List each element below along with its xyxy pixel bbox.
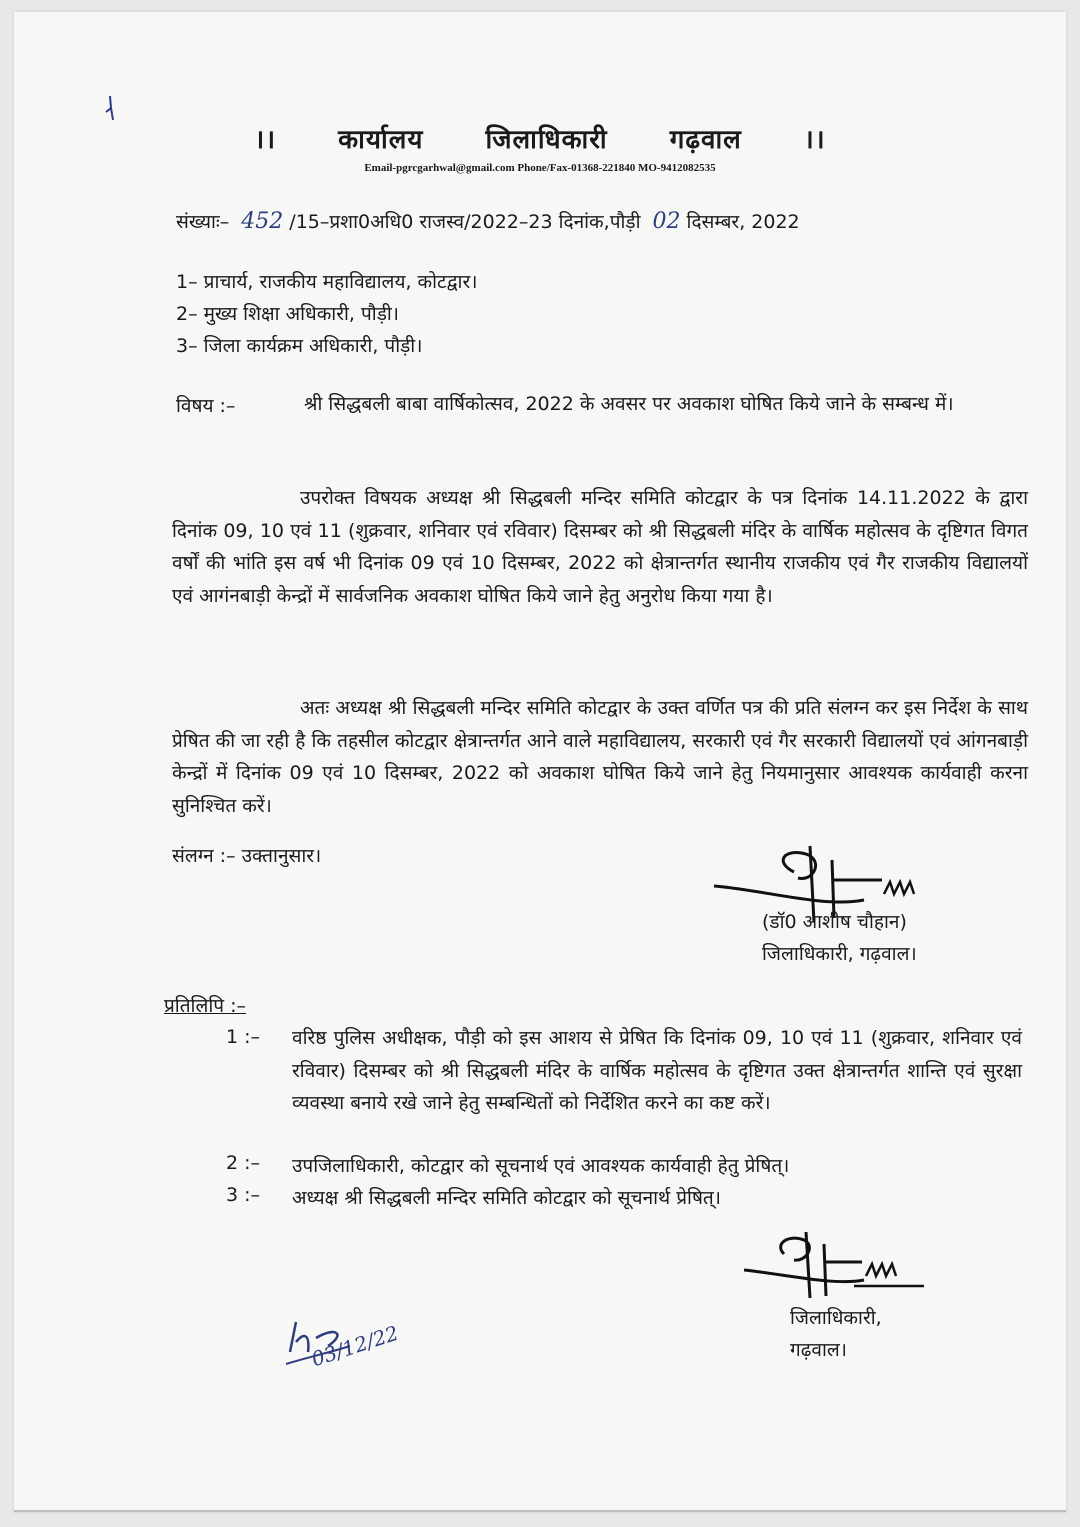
body-paragraph-1: उपरोक्त विषयक अध्यक्ष श्री सिद्धबली मन्दिर समिति कोटद्वार के पत्र दिनांक 14.11.2022 के द्वारा दिनांक 09, 10 एवं 11 (शुक्रवार, शनिवार एवं रविवार) दिसम्बर को श्री सिद्धबली मंदिर के वार्षिक महोत्सव के दृष्टिगत विगत वर्षों की भांति इस वर्ष भी दिनांक 09 एवं 10 दिसम्बर, 2022 को क्षेत्रान्तर्गत स्थानीय राजकीय एवं गैर राजकीय विद्यालयों एवं आगंनबाड़ी केन्द्रों में सार्वजनिक अवकाश घोषित किये जाने हेतु अनुरोध किया गया है।: [172, 487, 1028, 607]
body-paragraph-2: अतः अध्यक्ष श्री सिद्धबली मन्दिर समिति कोटद्वार के उक्त वर्णित पत्र की प्रति संलग्न कर इस निर्देश के साथ प्रेषित की जा रही है कि तहसील कोटद्वार क्षेत्रान्तर्गत आने वाले महाविद्यालय, सरकारी एवं गैर सरकारी विद्यालयों एवं आंगनबाड़ी केन्द्रों में दिनांक 09 एवं 10 दिसम्बर, 2022 को अवकाश घोषित किये जाने हेतु नियमानुसार आवश्यक कार्यवाही करना सुनिश्चित करें।: [172, 697, 1028, 817]
subject-text: श्री सिद्धबली बाबा वार्षिकोत्सव, 2022 के अवसर पर अवकाश घोषित किये जाने के सम्बन्ध में।: [304, 393, 954, 415]
signatory-name: (डॉ0 आशीष चौहान): [762, 911, 907, 933]
reference-middle: /15–प्रशा0अधि0 राजस्व/2022–23 दिनांक,पौड़ी: [289, 211, 641, 233]
header-contact: Email-pgrcgarhwal@gmail.com Phone/Fax-01368-221840 MO-9412082535: [364, 162, 716, 174]
recipient-item: 3– जिला कार्यक्रम अधिकारी, पौड़ी।: [176, 335, 423, 357]
copy-label: प्रतिलिपि :–: [164, 995, 247, 1017]
office-header: [14, 120, 1066, 156]
reference-line: [176, 208, 800, 234]
letter-page: [14, 12, 1066, 1512]
copy-item-text: उपजिलाधिकारी, कोटद्वार को सूचनार्थ एवं आवश्यक कार्यवाही हेतु प्रेषित्।: [292, 1155, 790, 1177]
copy-item-text: अध्यक्ष श्री सिद्धबली मन्दिर समिति कोटद्वार को सूचनार्थ प्रेषित्।: [292, 1187, 721, 1209]
page-bottom-edge: [14, 1510, 1066, 1512]
signatory-designation-2: जिलाधिकारी,: [790, 1307, 882, 1329]
header-district: गढ़वाल: [669, 125, 742, 155]
signatory-designation: जिलाधिकारी, गढ़वाल।: [762, 943, 917, 965]
reference-prefix: संख्याः–: [176, 211, 230, 233]
copy-item-number: 3 :–: [226, 1184, 261, 1206]
handwritten-signature: [744, 1226, 944, 1306]
reference-date: दिसम्बर, 2022: [686, 211, 800, 233]
header-office: कार्यालय: [338, 125, 424, 155]
copy-item-number: 2 :–: [226, 1152, 261, 1174]
header-title: जिलाधिकारी: [485, 125, 608, 155]
copy-item-text: वरिष्ठ पुलिस अधीक्षक, पौड़ी को इस आशय से प्रेषित कि दिनांक 09, 10 एवं 11 (शुक्रवार, शनिवार एवं रविवार) दिसम्बर को श्री सिद्धबली मंदिर के वार्षिक महोत्सव के दृष्टिगत उक्त क्षेत्रान्तर्गत शान्ति एवं सुरक्षा व्यवस्था बनाये रखे जाने हेतु सम्बन्धितों को निर्देशित करने का कष्ट करें।: [292, 1027, 1022, 1114]
recipient-item: 1– प्राचार्य, राजकीय महाविद्यालय, कोटद्वार।: [176, 271, 478, 293]
recipient-item: 2– मुख्य शिक्षा अधिकारी, पौड़ी।: [176, 303, 399, 325]
signatory-district-2: गढ़वाल।: [790, 1339, 847, 1361]
reference-day: 02: [652, 209, 681, 234]
header-left-mark: ।।: [254, 125, 277, 155]
reference-number: 452: [241, 209, 284, 234]
subject-label: विषय :–: [176, 395, 236, 417]
header-right-mark: ।।: [803, 125, 826, 155]
copy-item-number: 1 :–: [226, 1026, 261, 1048]
enclosure-line: संलग्न :– उक्तानुसार।: [172, 845, 322, 867]
handwritten-date: 03/12/22: [308, 1320, 402, 1372]
